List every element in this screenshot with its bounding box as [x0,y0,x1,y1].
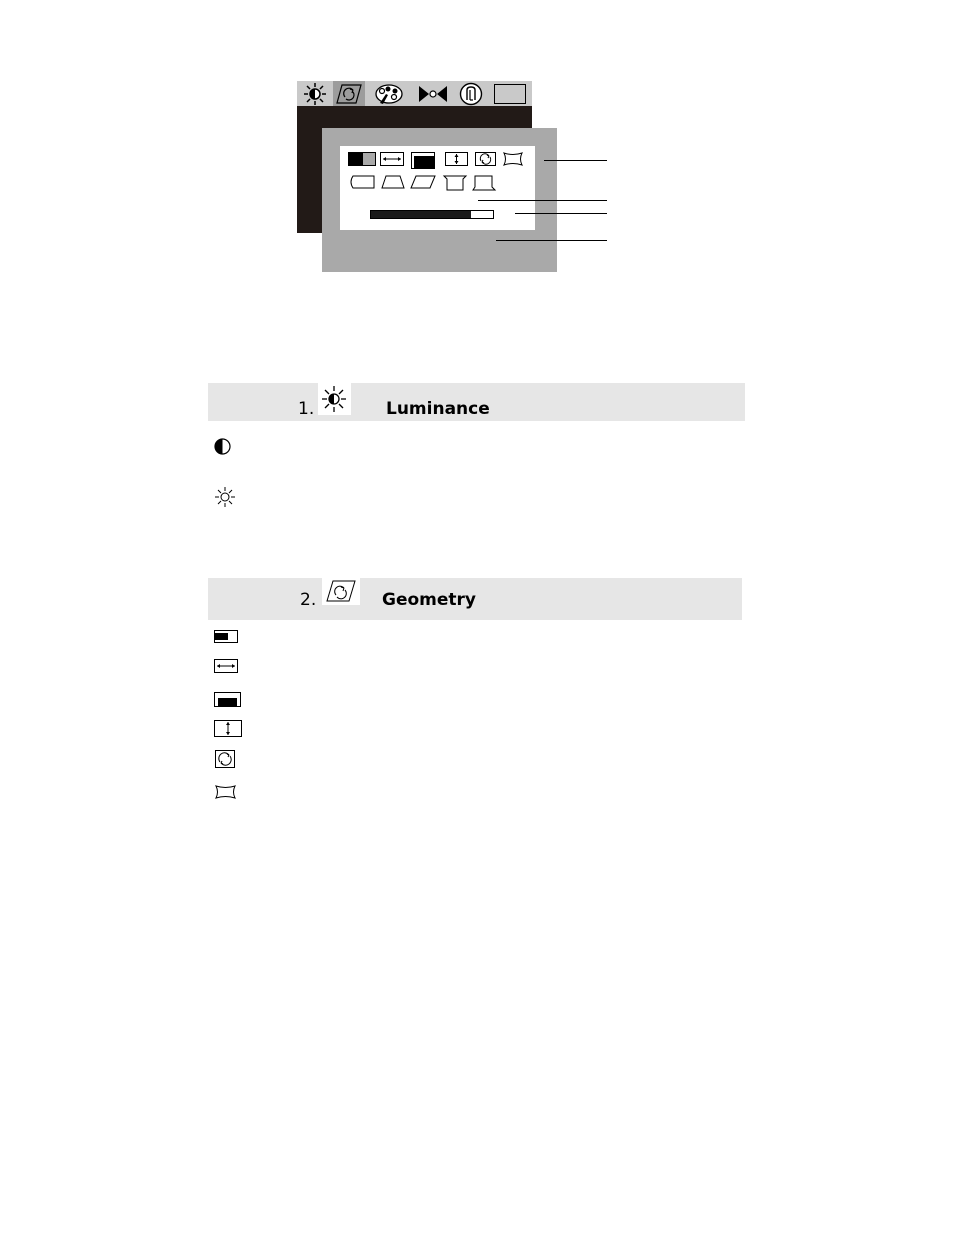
sub-bottom-corner[interactable] [472,175,496,191]
contrast-icon [214,438,231,455]
item-pincushion [215,785,236,799]
section-title: Luminance [386,399,490,419]
pincushion-icon [215,785,236,799]
sub-horizontal-position[interactable] [348,152,376,166]
section-icon-box [318,383,351,415]
pin-balance-icon [349,175,375,189]
rotation-icon [475,152,496,166]
brightness-icon [214,486,236,508]
sub-parallelogram[interactable] [410,175,436,189]
parallelogram-icon [410,175,436,189]
convergence-icon [418,85,448,103]
sub-pin-balance[interactable] [349,175,375,189]
geometry-icon [336,84,362,104]
recall-icon [459,82,483,106]
luminance-sun-icon [303,83,327,105]
sub-vertical-position[interactable] [411,152,435,169]
callout-line-3 [515,213,607,214]
luminance-sun-icon [318,383,351,415]
vertical-position-icon [214,692,241,707]
section-number: 2. [300,590,317,610]
bottom-corner-icon [472,175,496,191]
trapezoid-icon [381,175,405,189]
tab-recall[interactable] [455,81,487,106]
item-vertical-position [214,692,241,707]
section-number: 1. [298,399,315,419]
item-horizontal-position [214,630,238,643]
section-icon-box [322,578,360,605]
top-corner-icon [443,175,467,191]
horizontal-position-icon [348,152,376,166]
tab-convergence[interactable] [417,81,449,106]
vertical-size-icon [214,720,242,737]
tab-luminance[interactable] [299,81,331,106]
section-title: Geometry [382,590,476,610]
geometry-icon [322,578,360,605]
item-horizontal-size [214,659,238,673]
item-rotation [215,750,235,768]
vertical-size-icon [445,152,468,166]
vertical-position-icon [411,152,435,169]
horizontal-size-icon [380,152,404,166]
rotation-icon [215,750,235,768]
tab-blank[interactable] [494,81,526,106]
adjustment-slider[interactable] [370,210,494,219]
sub-rotation[interactable] [475,152,496,166]
adjustment-slider-fill [371,211,471,218]
sub-pincushion[interactable] [503,152,523,166]
callout-line-1 [544,160,607,161]
horizontal-size-icon [214,659,238,673]
tab-color[interactable] [373,81,405,106]
horizontal-position-icon [214,630,238,643]
item-contrast [214,438,231,455]
color-palette-icon [374,83,404,105]
callout-line-4 [496,240,607,241]
callout-line-2 [478,200,607,201]
sub-horizontal-size[interactable] [380,152,404,166]
tab-geometry[interactable] [333,81,365,106]
sub-vertical-size[interactable] [445,152,468,166]
blank-box-icon [494,84,526,104]
pincushion-icon [503,152,523,166]
sub-trapezoid[interactable] [381,175,405,189]
sub-top-corner[interactable] [443,175,467,191]
osd-tab-bar [297,81,532,106]
item-brightness [214,486,236,508]
item-vertical-size [214,720,242,737]
